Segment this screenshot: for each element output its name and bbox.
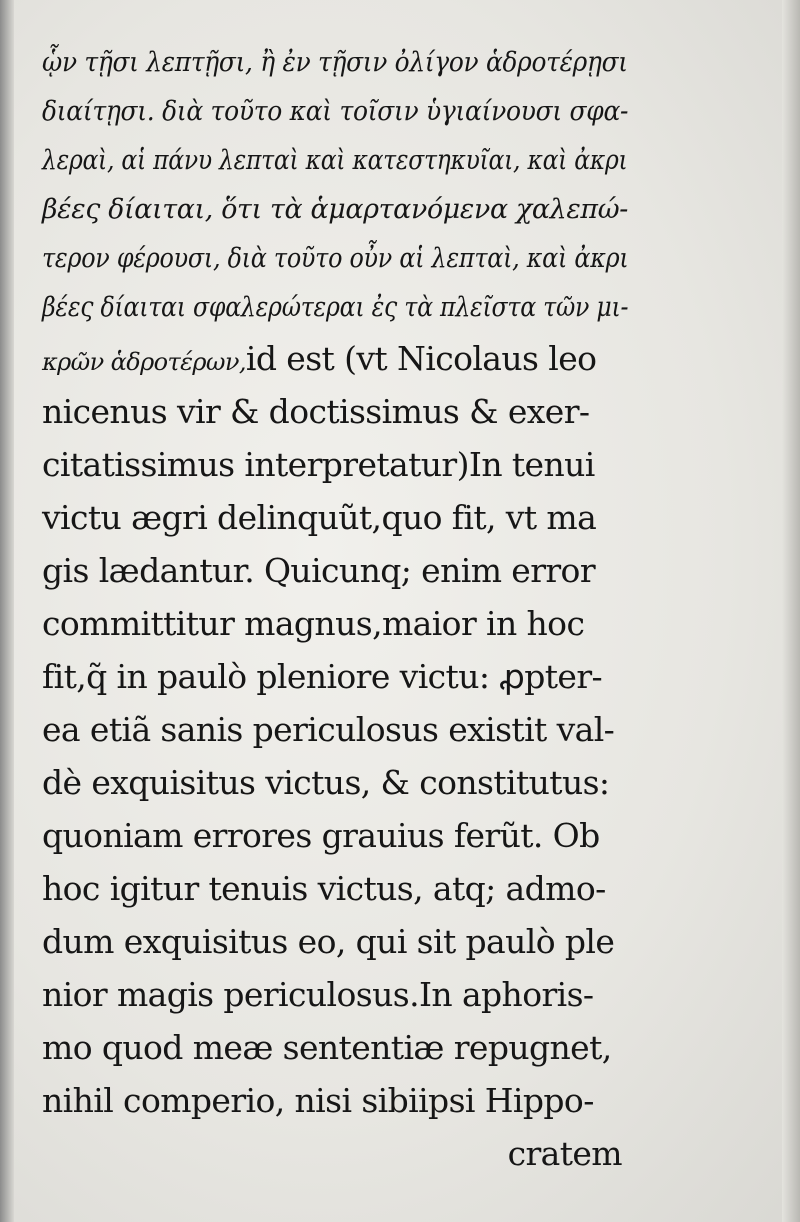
- latin-line-12: nior magis periculosus.In aphoris-: [42, 975, 594, 1014]
- latin-line-4: gis lædantur. Quicunq; enim error: [42, 551, 595, 590]
- latin-line-11: dum exquisitus eo, qui sit paulò ple: [42, 922, 615, 961]
- catchword: cratem: [507, 1134, 622, 1173]
- latin-line-13: mo quod meæ sententiæ repugnet,: [42, 1028, 612, 1067]
- page-edge: [782, 0, 800, 1222]
- page-gutter-shadow: [0, 0, 14, 1222]
- latin-line-6: fit,q̃ in paulò pleniore victu: ꝓpter-: [42, 657, 603, 696]
- greek-line-2: διαίτῃσι. διὰ τοῦτο καὶ τοῖσιν ὑγιαίνουσι σφα-: [42, 96, 629, 127]
- text-block: [42, 38, 628, 1180]
- latin-line-5: committitur magnus,maior in hoc: [42, 604, 585, 643]
- latin-line-1: nicenus vir & doctissimus & exer-: [42, 392, 590, 431]
- latin-line-10: hoc igitur tenuis victus, atq; admo-: [42, 869, 606, 908]
- greek-line-4: βέες δίαιται, ὅτι τὰ ἁμαρτανόμενα χαλεπώ-: [42, 194, 629, 225]
- greek-line-5: τερον φέρουσι, διὰ τοῦτο οὖν αἱ λεπταὶ, καὶ ἀκρι: [42, 243, 629, 274]
- latin-line-3: victu ægri delinquũt,quo fit, vt ma: [42, 498, 597, 537]
- latin-line-14: nihil comperio, nisi sibiipsi Hippo-: [42, 1081, 594, 1120]
- latin-line-8: dè exquisitus victus, & constitutus:: [42, 763, 610, 802]
- mixed-line-greek: κρῶν ἁδροτέρων,: [42, 348, 246, 376]
- mixed-line-latin: id est (vt Nicolaus leo: [245, 339, 597, 378]
- latin-line-9: quoniam errores grauius ferũt. Ob: [42, 816, 600, 855]
- greek-line-3: λεραὶ, αἱ πάνυ λεπταὶ καὶ κατεστηκυῖαι, καὶ ἀκρι: [42, 145, 628, 176]
- mixed-line: [42, 332, 628, 385]
- greek-line-1: ᾧν τῇσι λεπτῇσι, ἢ ἐν τῇσιν ὀλίγον ἁδροτέρῃσι: [42, 47, 628, 78]
- latin-line-7: ea etiã sanis periculosus existit val-: [42, 710, 615, 749]
- greek-line-6: βέες δίαιται σφαλερώτεραι ἐς τὰ πλεῖστα τῶν μι-: [42, 292, 629, 323]
- latin-line-2: citatissimus interpretatur)In tenui: [42, 445, 595, 484]
